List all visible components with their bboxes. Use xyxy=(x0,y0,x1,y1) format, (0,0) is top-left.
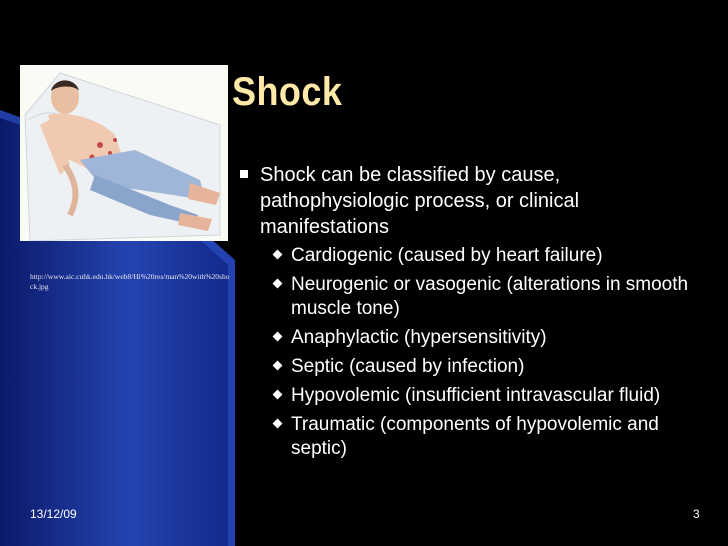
diamond-bullet-icon xyxy=(273,332,283,342)
list-item xyxy=(238,326,708,350)
main-bullet xyxy=(238,162,708,240)
diamond-bullet-icon xyxy=(273,419,283,429)
list-item-text: Traumatic (components of hypovolemic and septic) xyxy=(291,414,659,459)
list-item-text: Cardiogenic (caused by heart failure) xyxy=(291,245,603,266)
list-item-text: Hypovolemic (insufficient intravascular fluid) xyxy=(291,385,661,406)
list-item xyxy=(238,413,708,461)
list-item xyxy=(238,273,708,321)
diamond-bullet-icon xyxy=(273,390,283,400)
main-bullet-text: Shock can be classified by cause, pathophysiologic process, or clinical manifestations xyxy=(260,164,580,238)
list-item-text: Neurogenic or vasogenic (alterations in smooth muscle tone) xyxy=(291,274,689,319)
list-item xyxy=(238,384,708,408)
diamond-bullet-icon xyxy=(273,361,283,371)
diamond-bullet-icon xyxy=(273,250,283,260)
list-item xyxy=(238,355,708,379)
footer-date: 13/12/09 xyxy=(30,507,77,521)
list-item-text: Septic (caused by infection) xyxy=(291,356,525,377)
image-source-caption: http://www.aic.cuhk.edu.hk/web8/Hi%20res/man%20with%20shock.jpg xyxy=(30,272,230,291)
square-bullet-icon xyxy=(240,170,248,178)
page-number: 3 xyxy=(693,507,700,521)
sub-bullet-list xyxy=(238,244,708,461)
list-item xyxy=(238,244,708,268)
patient-illustration xyxy=(20,65,228,241)
slide-title: Shock xyxy=(232,70,343,114)
diamond-bullet-icon xyxy=(273,279,283,289)
list-item-text: Anaphylactic (hypersensitivity) xyxy=(291,327,547,348)
slide-content xyxy=(238,162,708,466)
